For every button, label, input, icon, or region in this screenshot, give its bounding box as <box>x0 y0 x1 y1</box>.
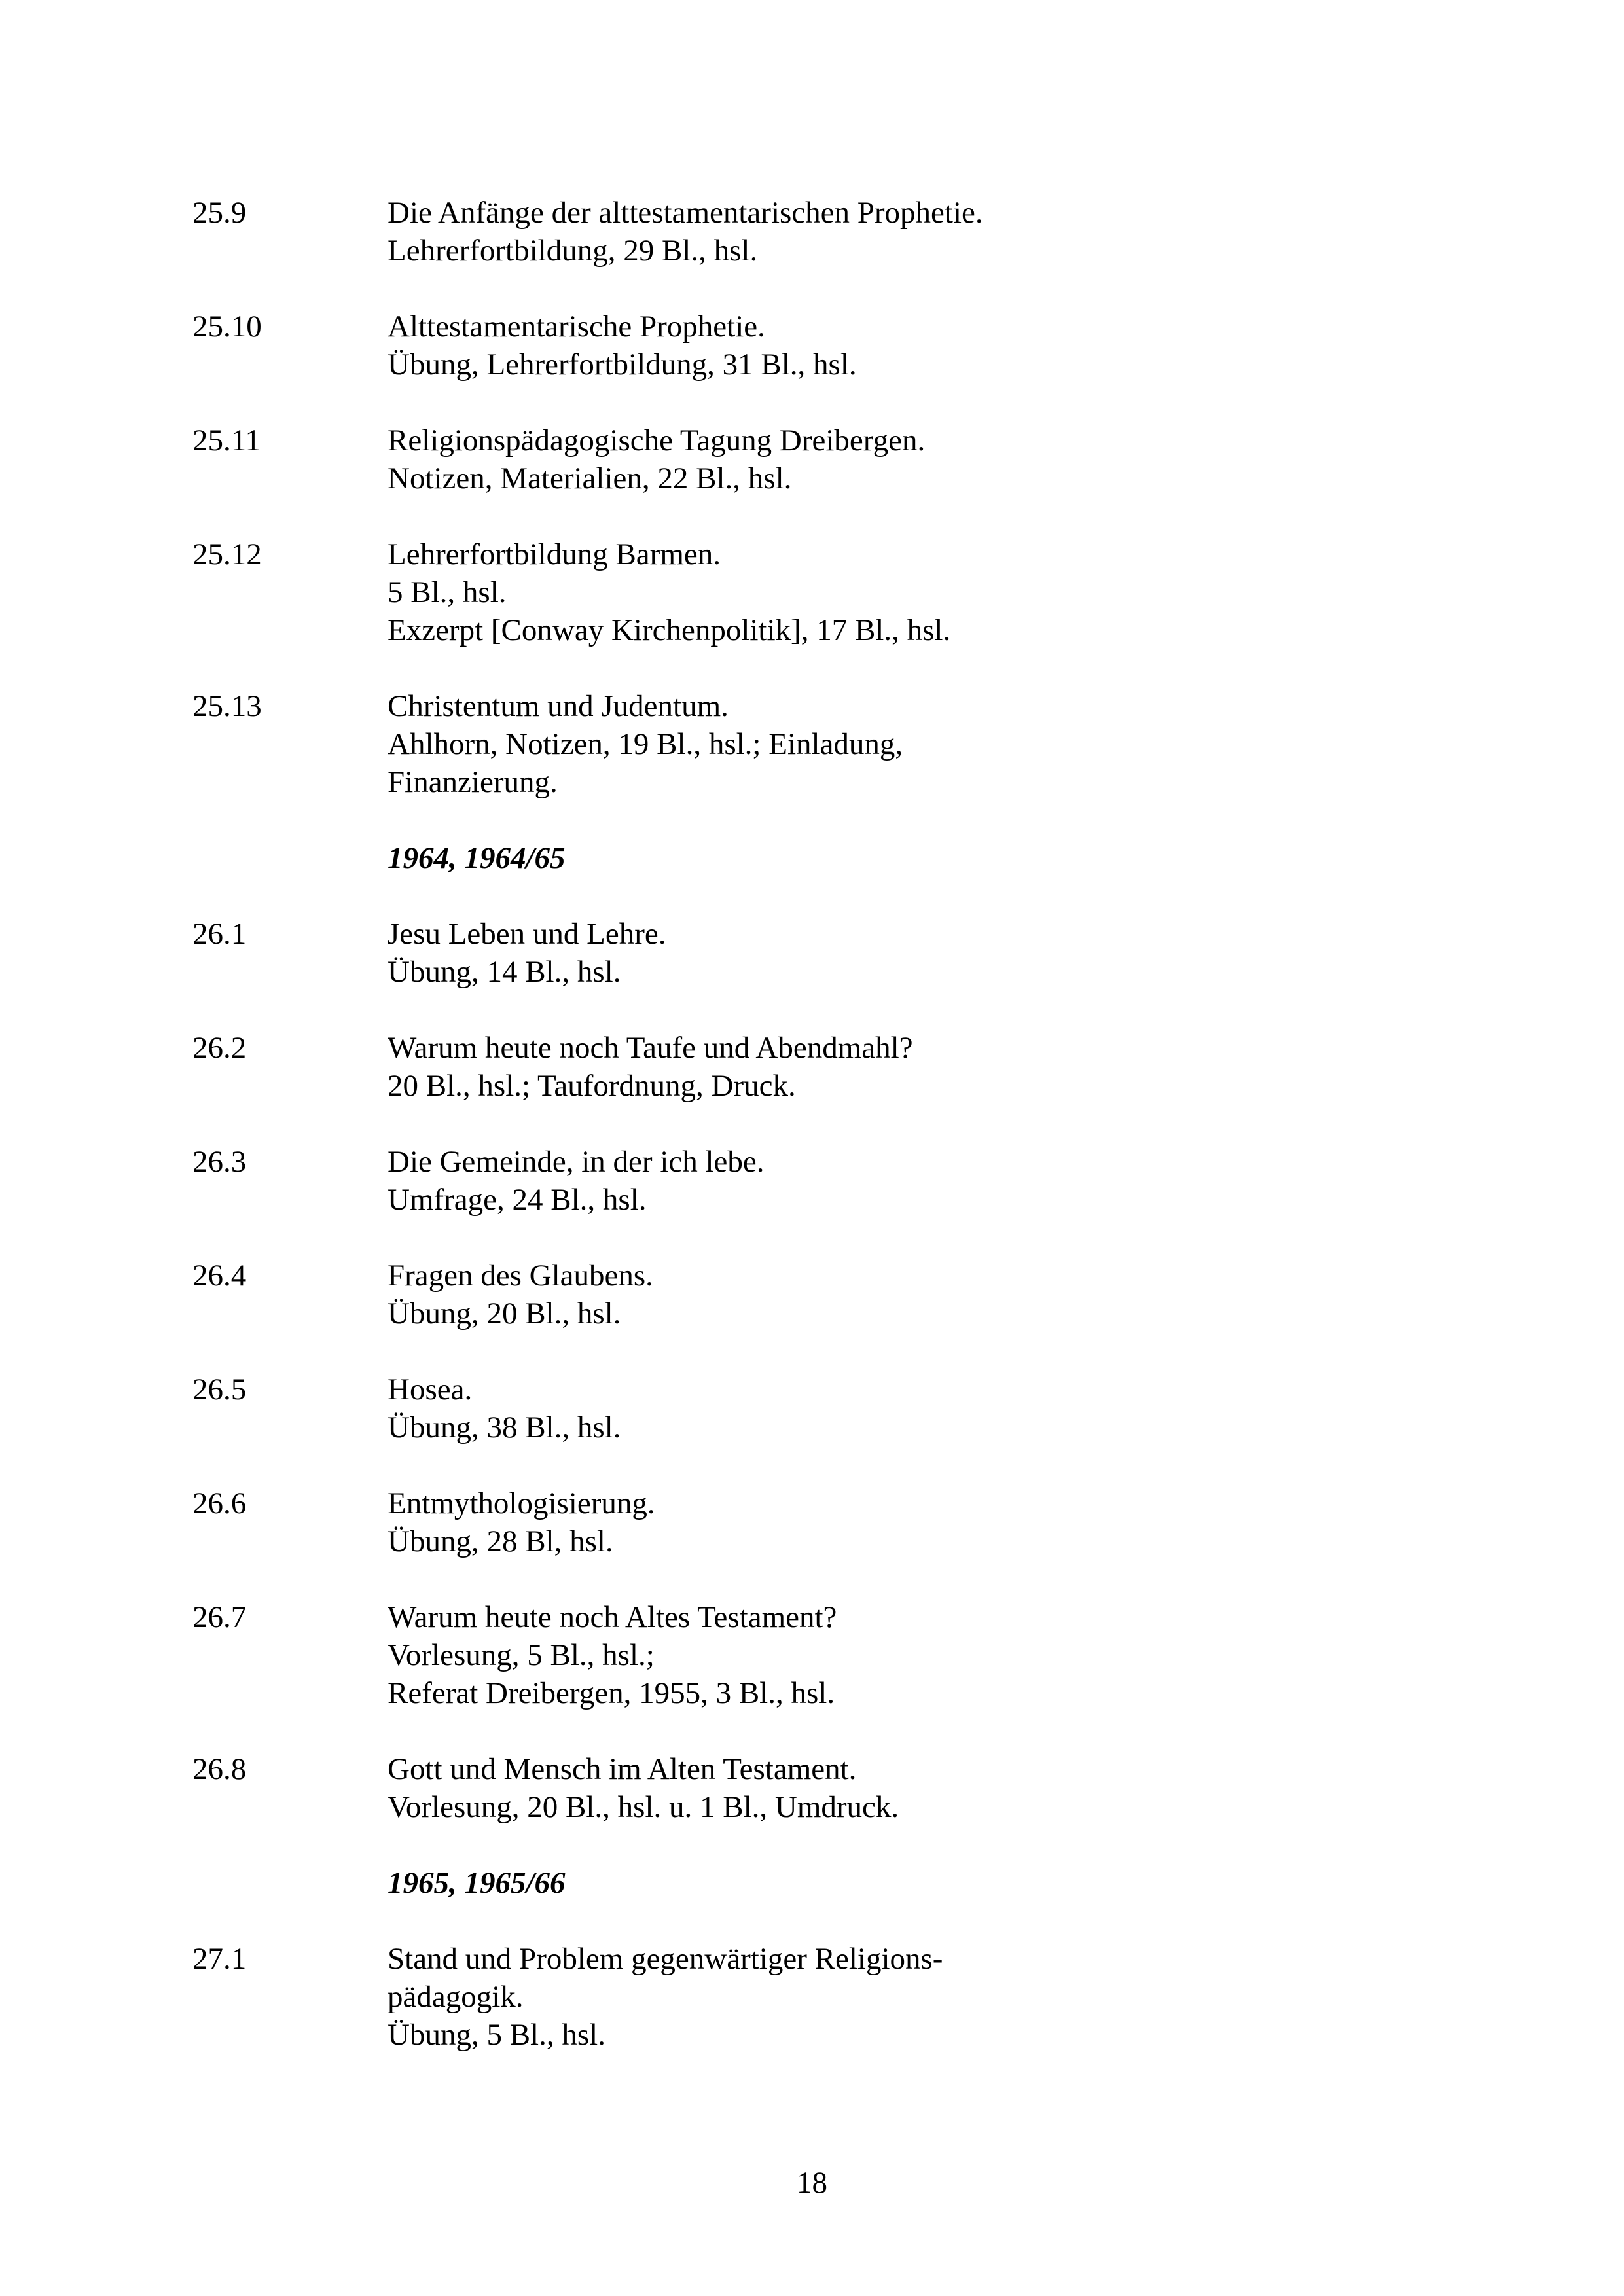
entry-line: Religionspädagogische Tagung Dreibergen. <box>388 423 926 457</box>
catalog-entry <box>192 194 1436 270</box>
entry-line: Alttestamentarische Prophetie. <box>388 310 765 344</box>
entry-line: Jesu Leben und Lehre. <box>388 917 666 951</box>
catalog-entry <box>192 422 1436 497</box>
entry-line: Übung, Lehrerfortbildung, 31 Bl., hsl. <box>388 348 857 382</box>
catalog-entry <box>192 1257 1436 1333</box>
entry-line: Ahlhorn, Notizen, 19 Bl., hsl.; Einladung, <box>388 727 903 761</box>
entry-number: 25.11 <box>192 423 261 457</box>
entry-line: Vorlesung, 5 Bl., hsl.; <box>388 1638 655 1672</box>
entry-number: 26.2 <box>192 1031 247 1065</box>
entry-line: Finanzierung. <box>388 765 558 799</box>
entry-description <box>388 1029 1436 1105</box>
entry-number: 26.7 <box>192 1600 247 1634</box>
entry-number: 26.3 <box>192 1145 247 1179</box>
entry-line: Übung, 5 Bl., hsl. <box>388 2018 605 2052</box>
entry-description <box>388 1257 1436 1333</box>
entry-line: 20 Bl., hsl.; Taufordnung, Druck. <box>388 1069 796 1103</box>
entry-number: 25.9 <box>192 196 247 230</box>
entry-line: pädagogik. <box>388 1980 524 2014</box>
entry-number: 26.8 <box>192 1752 247 1786</box>
entry-number: 25.10 <box>192 310 262 344</box>
catalog-entry <box>192 1029 1436 1105</box>
entry-description <box>388 1598 1436 1712</box>
entry-line: Lehrerfortbildung Barmen. <box>388 537 721 571</box>
catalog-entry <box>192 1484 1436 1560</box>
entry-line: Vorlesung, 20 Bl., hsl. u. 1 Bl., Umdruck. <box>388 1790 899 1824</box>
entry-number: 26.4 <box>192 1259 247 1293</box>
entry-description <box>388 1484 1436 1560</box>
entry-line: Warum heute noch Altes Testament? <box>388 1600 837 1634</box>
entry-description <box>388 194 1436 270</box>
entry-line: Notizen, Materialien, 22 Bl., hsl. <box>388 461 792 495</box>
entry-description <box>388 687 1436 801</box>
entry-line: Referat Dreibergen, 1955, 3 Bl., hsl. <box>388 1676 835 1710</box>
entry-number: 26.5 <box>192 1372 247 1407</box>
entry-line: Entmythologisierung. <box>388 1486 655 1520</box>
entry-description <box>388 915 1436 991</box>
entry-description <box>388 1371 1436 1446</box>
entry-line: Gott und Mensch im Alten Testament. <box>388 1752 857 1786</box>
section-heading: 1965, 1965/66 <box>388 1866 566 1900</box>
catalog-entry <box>192 535 1436 649</box>
entry-line: Fragen des Glaubens. <box>388 1259 653 1293</box>
entry-line: Christentum und Judentum. <box>388 689 729 723</box>
entry-description <box>388 308 1436 384</box>
entry-description <box>388 1750 1436 1826</box>
entry-number: 25.12 <box>192 537 262 571</box>
page-number: 18 <box>797 2166 827 2200</box>
catalog-entry <box>192 1940 1436 2054</box>
catalog-entry <box>192 1750 1436 1826</box>
entry-line: Übung, 28 Bl, hsl. <box>388 1524 613 1558</box>
entry-description <box>388 1143 1436 1219</box>
document-body <box>192 194 1436 2092</box>
entry-line: Umfrage, 24 Bl., hsl. <box>388 1183 647 1217</box>
section-heading: 1964, 1964/65 <box>388 841 566 875</box>
entry-number: 26.1 <box>192 917 247 951</box>
entry-number: 25.13 <box>192 689 262 723</box>
catalog-entry <box>192 1598 1436 1712</box>
entry-description <box>388 535 1436 649</box>
catalog-entry <box>192 308 1436 384</box>
catalog-entry <box>192 687 1436 801</box>
entry-line: Exzerpt [Conway Kirchenpolitik], 17 Bl., hsl. <box>388 613 951 647</box>
entry-line: Stand und Problem gegenwärtiger Religions- <box>388 1942 943 1976</box>
entry-number: 26.6 <box>192 1486 247 1520</box>
entry-line: 5 Bl., hsl. <box>388 575 507 609</box>
catalog-entry <box>192 1371 1436 1446</box>
entry-line: Übung, 14 Bl., hsl. <box>388 955 621 989</box>
entry-line: Lehrerfortbildung, 29 Bl., hsl. <box>388 234 758 268</box>
entry-line: Hosea. <box>388 1372 473 1407</box>
entry-line: Die Anfänge der alttestamentarischen Prophetie. <box>388 196 983 230</box>
entry-line: Warum heute noch Taufe und Abendmahl? <box>388 1031 913 1065</box>
entry-description <box>388 1940 1436 2054</box>
entry-description <box>388 422 1436 497</box>
catalog-entry <box>192 915 1436 991</box>
entry-line: Übung, 20 Bl., hsl. <box>388 1297 621 1331</box>
entry-line: Übung, 38 Bl., hsl. <box>388 1410 621 1444</box>
entry-number: 27.1 <box>192 1942 247 1976</box>
catalog-entry <box>192 1143 1436 1219</box>
entry-line: Die Gemeinde, in der ich lebe. <box>388 1145 765 1179</box>
